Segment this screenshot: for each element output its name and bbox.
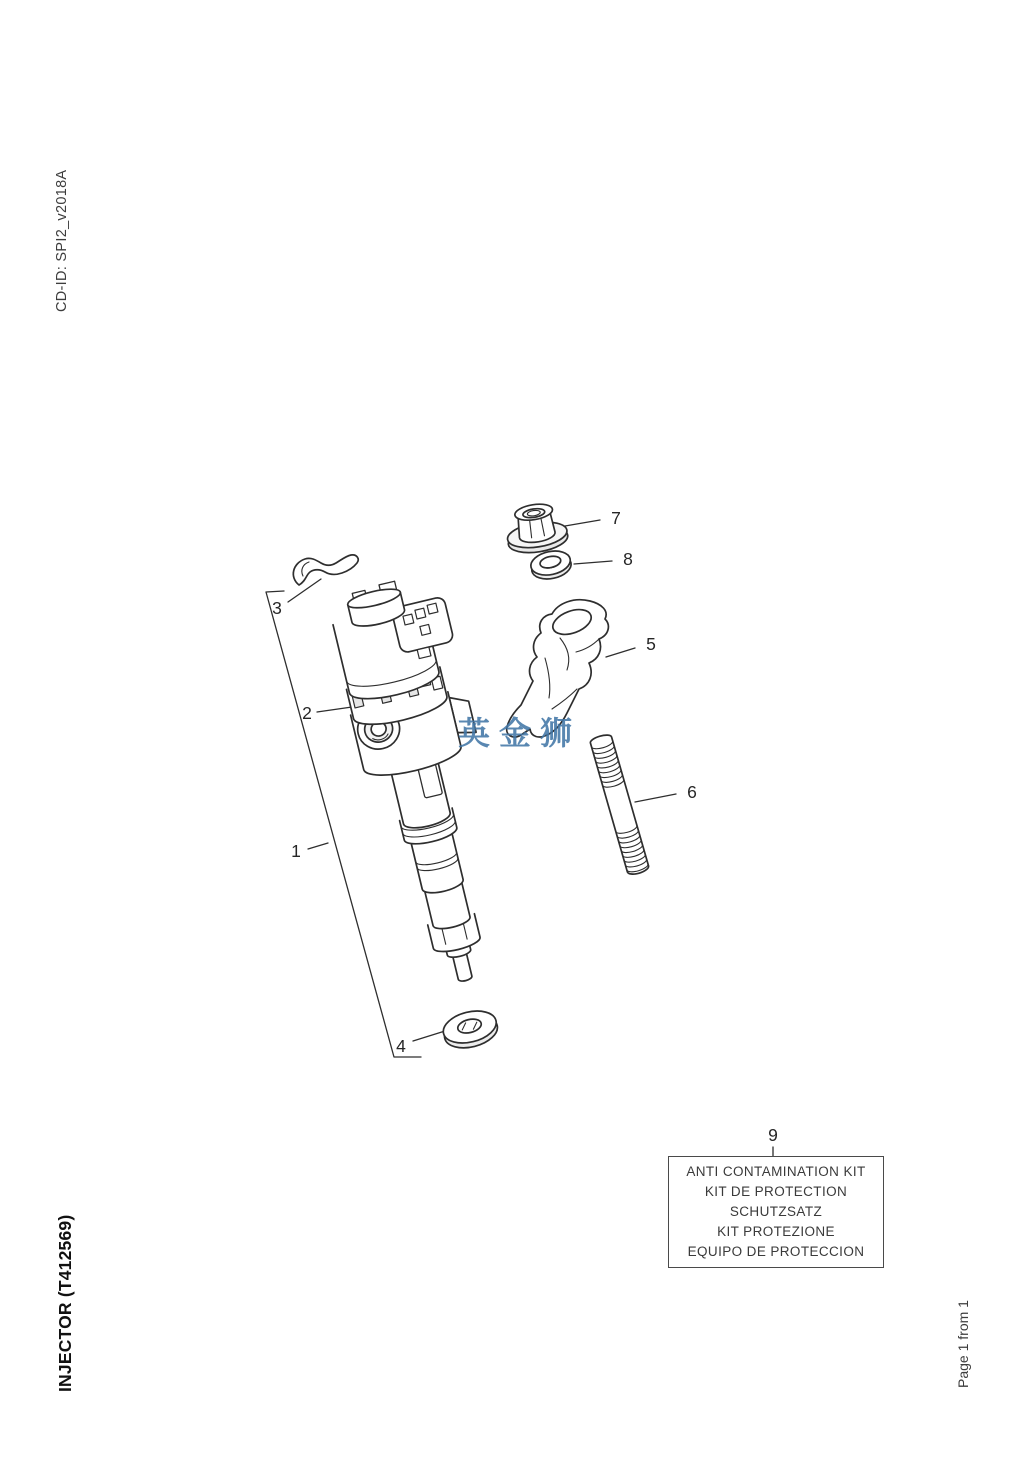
callout-6: 6 <box>687 782 697 802</box>
kit-line-it: KIT PROTEZIONE <box>717 1224 835 1240</box>
leader-5 <box>606 648 635 657</box>
part-sealing-washer <box>440 1006 501 1053</box>
leader-3 <box>288 579 321 602</box>
callout-1: 1 <box>291 841 301 861</box>
watermark: 英金狮 <box>458 715 582 751</box>
leader-lines <box>266 520 773 1156</box>
leader-6 <box>635 794 676 802</box>
part-retaining-clip <box>293 555 358 585</box>
kit-line-en: ANTI CONTAMINATION KIT <box>686 1164 866 1180</box>
part-stud <box>589 733 649 876</box>
leader-2 <box>317 707 352 712</box>
leader-7 <box>565 520 600 526</box>
kit-line-fr: KIT DE PROTECTION <box>704 1184 848 1200</box>
callout-8: 8 <box>623 549 633 569</box>
leader-4 <box>413 1031 445 1041</box>
callout-4: 4 <box>396 1036 406 1056</box>
callout-7: 7 <box>611 508 621 528</box>
leader-8 <box>574 561 612 564</box>
part-injector-body <box>323 571 532 992</box>
callout-3: 3 <box>272 598 282 618</box>
leader-1 <box>308 843 328 849</box>
kit-line-es: EQUIPO DE PROTECCION <box>687 1244 865 1260</box>
anti-contamination-kit-box <box>668 1156 884 1268</box>
page-title: INJECTOR (T412569) <box>55 1214 75 1392</box>
callout-2: 2 <box>302 703 312 723</box>
callout-5: 5 <box>646 634 656 654</box>
page-indicator: Page 1 from 1 <box>955 1300 971 1388</box>
callout-9: 9 <box>768 1125 778 1145</box>
part-flange-nut <box>503 500 570 556</box>
cd-id-text: CD-ID: SPI2_v2018A <box>54 169 70 312</box>
kit-line-de: SCHUTZSATZ <box>729 1204 823 1220</box>
